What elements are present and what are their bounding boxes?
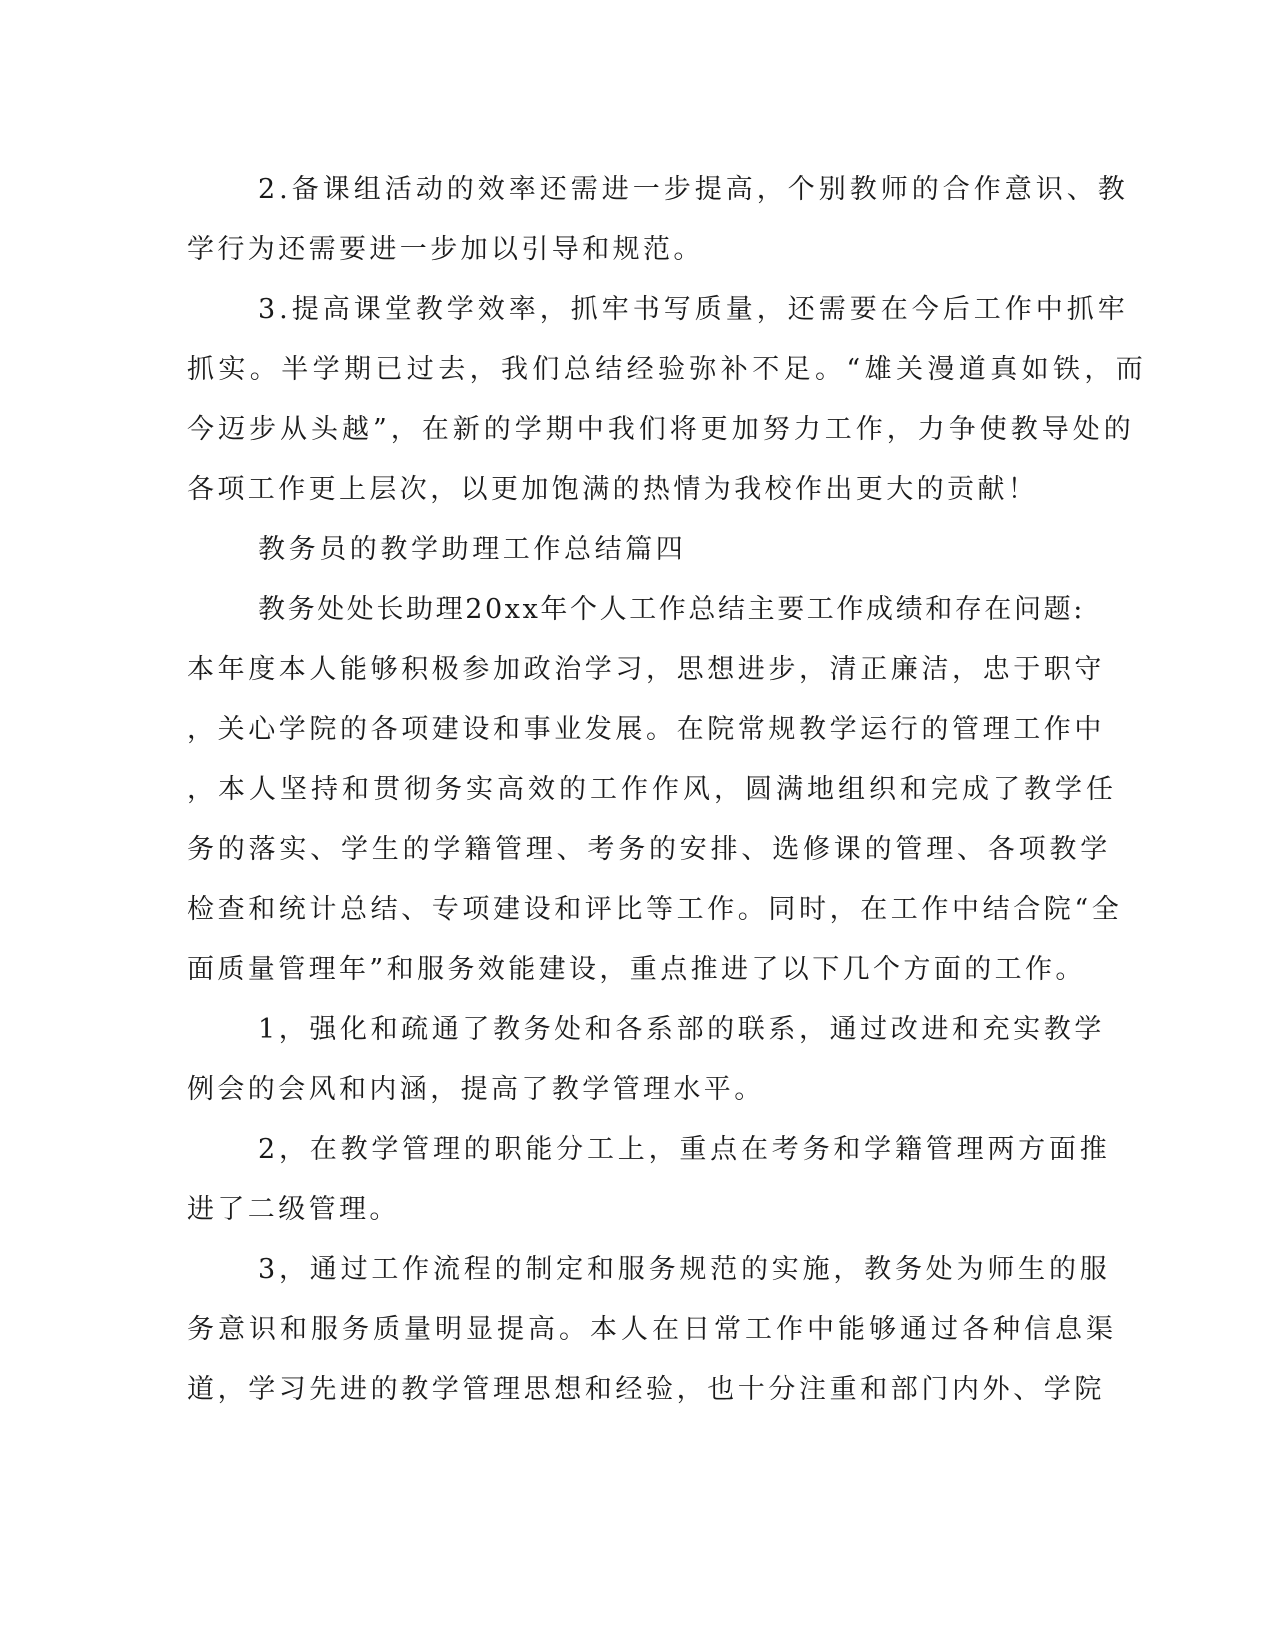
paragraph-line: 进了二级管理。 bbox=[187, 1194, 400, 1225]
paragraph-line: 3，通过工作流程的制定和服务规范的实施，教务处为师生的服 bbox=[258, 1254, 1111, 1285]
paragraph-line: 2.备课组活动的效率还需进一步提高，个别教师的合作意识、教 bbox=[258, 174, 1129, 205]
paragraph-line: 检查和统计总结、专项建设和评比等工作。同时，在工作中结合院“全 bbox=[187, 894, 1123, 925]
paragraph-line: ，本人坚持和贯彻务实高效的工作作风，圆满地组织和完成了教学任 bbox=[187, 774, 1117, 805]
paragraph-line: 面质量管理年”和服务效能建设，重点推进了以下几个方面的工作。 bbox=[187, 954, 1086, 985]
paragraph-line: 务的落实、学生的学籍管理、考务的安排、选修课的管理、各项教学 bbox=[187, 834, 1111, 865]
paragraph-line: 各项工作更上层次，以更加饱满的热情为我校作出更大的贡献！ bbox=[187, 474, 1039, 505]
paragraph-line: 学行为还需要进一步加以引导和规范。 bbox=[187, 234, 704, 265]
paragraph-line: 本年度本人能够积极参加政治学习，思想进步，清正廉洁，忠于职守 bbox=[187, 654, 1105, 685]
paragraph-line: 2，在教学管理的职能分工上，重点在考务和学籍管理两方面推 bbox=[258, 1134, 1111, 1165]
paragraph-line: 教务处处长助理20xx年个人工作总结主要工作成绩和存在问题: bbox=[258, 594, 1085, 625]
paragraph-line: 3.提高课堂教学效率，抓牢书写质量，还需要在今后工作中抓牢 bbox=[258, 294, 1129, 325]
paragraph-line: 例会的会风和内涵，提高了教学管理水平。 bbox=[187, 1074, 765, 1105]
paragraph-line: 道，学习先进的教学管理思想和经验，也十分注重和部门内外、学院 bbox=[187, 1374, 1105, 1405]
paragraph-line: 务意识和服务质量明显提高。本人在日常工作中能够通过各种信息渠 bbox=[187, 1314, 1117, 1345]
section-heading: 教务员的教学助理工作总结篇四 bbox=[258, 534, 687, 565]
paragraph-line: ，关心学院的各项建设和事业发展。在院常规教学运行的管理工作中 bbox=[187, 714, 1105, 745]
paragraph-line: 今迈步从头越”，在新的学期中我们将更加努力工作，力争使教导处的 bbox=[187, 414, 1135, 445]
paragraph-line: 抓实。半学期已过去，我们总结经验弥补不足。“雄关漫道真如铁，而 bbox=[187, 354, 1148, 385]
paragraph-line: 1，强化和疏通了教务处和各系部的联系，通过改进和充实教学 bbox=[258, 1014, 1105, 1045]
